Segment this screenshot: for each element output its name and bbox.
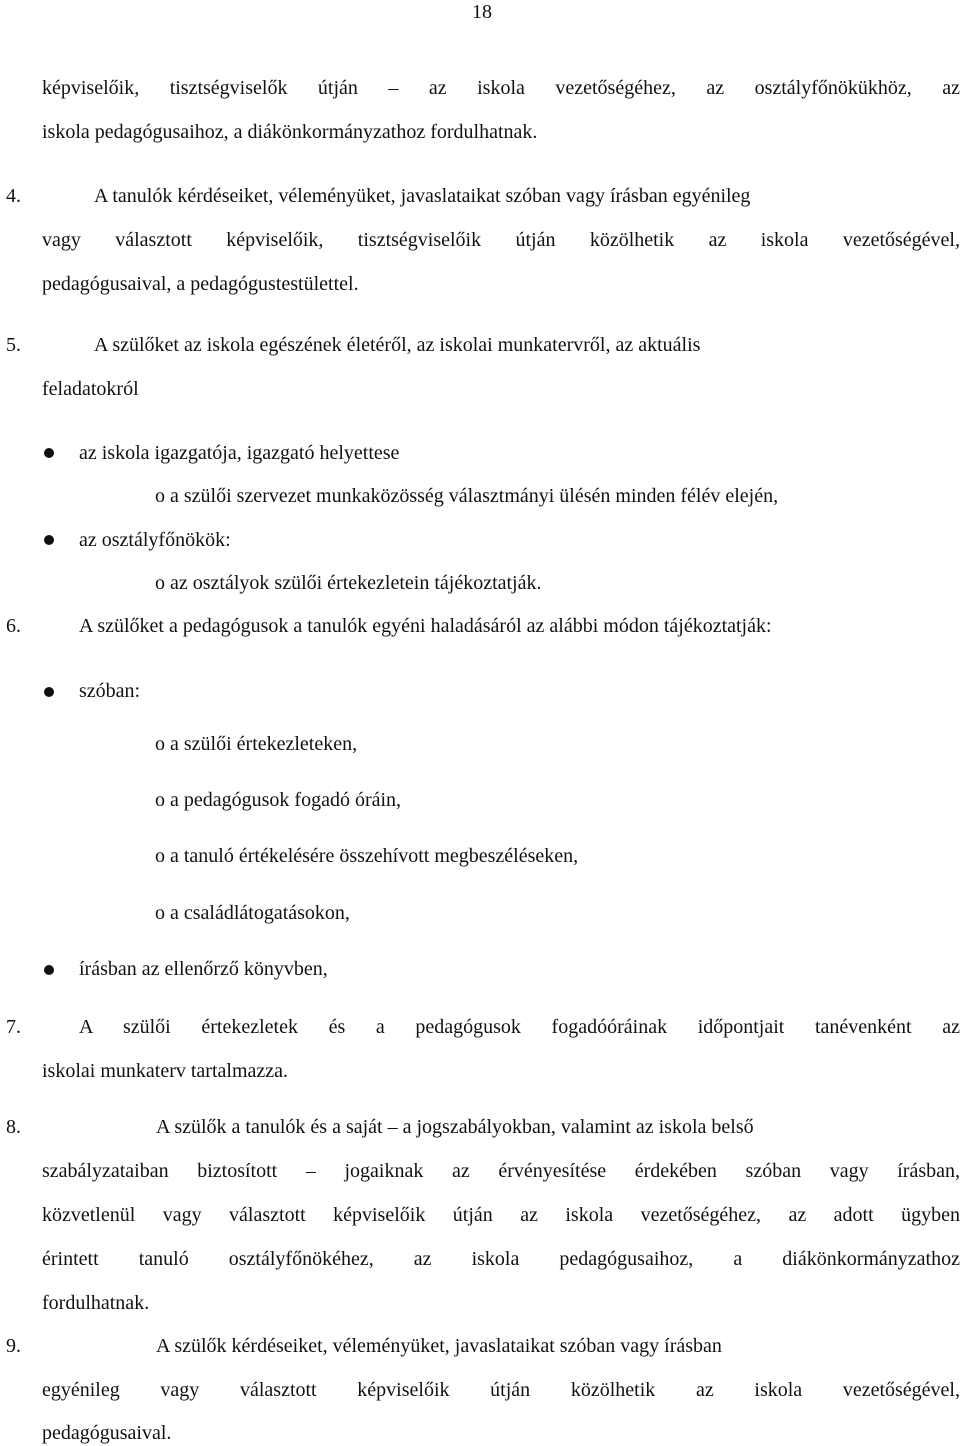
item-5-number: 5. [6,334,21,356]
item-8-line-5: fordulhatnak. [42,1292,150,1314]
item-9-line-2: egyénileg vagy választott képviselőik útján közölhetik az iskola vezetőségével, [42,1379,960,1401]
item-8-text-1: A szülők a tanulók és a saját – a jogszabályokban, valamint az iskola belső [156,1116,754,1138]
item-9-line-3: pedagógusaival. [42,1422,172,1444]
item-7-line-2: iskolai munkaterv tartalmazza. [42,1060,289,1082]
intro-line-2: iskola pedagógusaihoz, a diákönkormányzathoz fordulhatnak. [42,121,538,143]
item-9-line-1 [6,1334,960,1358]
bullet-dot [44,687,54,697]
item-6-bullet-2: írásban az ellenőrző könyvben, [79,958,328,980]
item-4-line-2: vagy választott képviselőik, tisztségviselőik útján közölhetik az iskola vezetőségével, [42,229,960,251]
item-9-number: 9. [6,1335,21,1357]
item-5-line-1 [6,333,960,357]
page-number: 18 [472,1,492,23]
bullet-dot [44,535,54,545]
intro-line-1: képviselőik, tisztségviselők útján – az iskola vezetőségéhez, az osztályfőnökükhöz, az [42,77,960,99]
item-4-text-1: A tanulók kérdéseiket, véleményüket, javaslataikat szóban vagy írásban egyénileg [94,185,751,207]
item-8-line-4: érintett tanuló osztályfőnökéhez, az iskola pedagógusaihoz, a diákönkormányzathoz [42,1248,960,1270]
item-6-sub-3: o a tanuló értékelésére összehívott megbeszéléseken, [155,845,579,867]
item-7-number: 7. [6,1016,21,1038]
item-8-line-2: szabályzataiban biztosított – jogaiknak az érvényesítése érdekében szóban vagy írásban, [42,1160,960,1182]
item-6-bullet-1: szóban: [79,680,141,702]
item-8-line-3: közvetlenül vagy választott képviselőik útján az iskola vezetőségéhez, az adott ügyben [42,1204,960,1226]
item-5-bullet-2: az osztályfőnökök: [79,529,231,551]
item-5-sub-1: o a szülői szervezet munkaközösség választmányi ülésén minden félév elején, [155,485,779,507]
item-4-number: 4. [6,185,21,207]
item-7-text-1: A szülői értekezletek és a pedagógusok fogadóóráinak időpontjait tanévenként az [79,1016,960,1038]
item-5-bullet-1: az iskola igazgatója, igazgató helyettese [79,442,400,464]
bullet-dot [44,448,54,458]
item-6-number: 6. [6,615,21,637]
item-5-sub-2: o az osztályok szülői értekezletein tájékoztatják. [155,572,542,594]
item-5-text-1: A szülőket az iskola egészének életéről, az iskolai munkatervről, az aktuális [94,334,701,356]
item-6-text-1: A szülőket a pedagógusok a tanulók egyéni haladásáról az alábbi módon tájékoztatják: [79,615,772,637]
item-6-line-1 [6,614,960,638]
item-9-text-1: A szülők kérdéseiket, véleményüket, javaslataikat szóban vagy írásban [156,1335,722,1357]
item-5-line-2: feladatokról [42,378,139,400]
item-8-line-1 [6,1115,960,1139]
item-4-line-1 [6,184,960,208]
item-7-line-1 [6,1015,960,1039]
bullet-dot [44,965,54,975]
item-6-sub-2: o a pedagógusok fogadó óráin, [155,789,402,811]
item-4-line-3: pedagógusaival, a pedagógustestülettel. [42,273,359,295]
item-8-number: 8. [6,1116,21,1138]
item-6-sub-1: o a szülői értekezleteken, [155,733,358,755]
item-6-sub-4: o a családlátogatásokon, [155,902,350,924]
